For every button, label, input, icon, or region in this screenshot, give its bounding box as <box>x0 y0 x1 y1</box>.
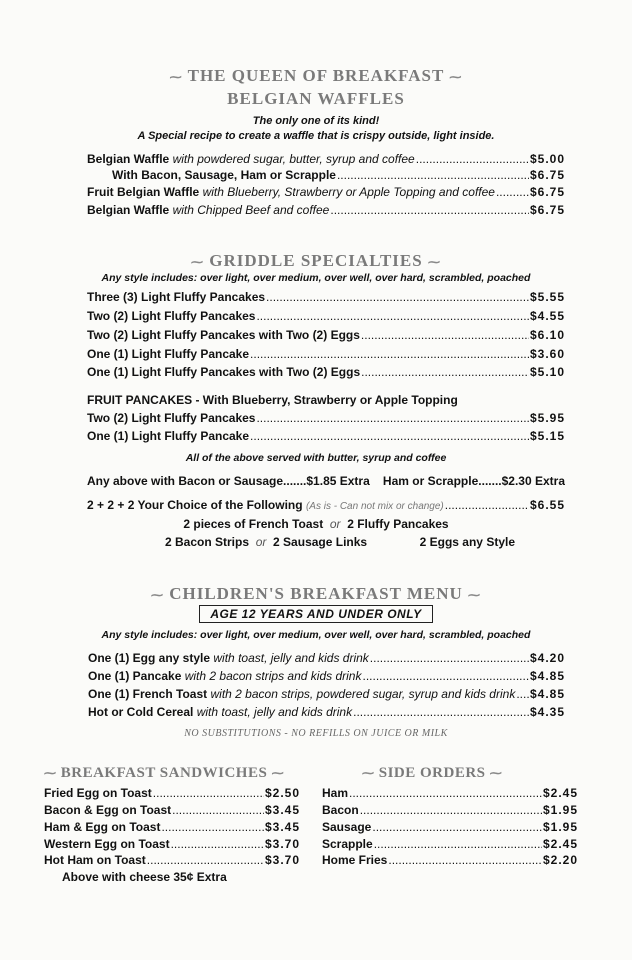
price: $3.45 <box>264 820 300 834</box>
menu-item: Two (2) Light Fluffy Pancakes with Two (2) Eggs ..... $6.10 <box>87 328 565 342</box>
menu-item: One (1) Pancake with 2 bacon strips and kids drink ..... $4.85 <box>88 669 565 683</box>
menu-item: One (1) French Toast with 2 bacon strips, powdered sugar, syrup and kids drink ..... $4.85 <box>88 687 565 701</box>
price: $5.10 <box>529 365 565 379</box>
price: $3.70 <box>264 853 300 867</box>
menu-item: One (1) Light Fluffy Pancake ..... $3.60 <box>87 347 565 361</box>
fruit-pancakes-heading: FRUIT PANCAKES - With Blueberry, Strawberry or Apple Topping <box>87 393 458 407</box>
menu-item: Western Egg on Toast ..... $3.70 <box>44 837 300 851</box>
price: $4.85 <box>529 669 565 683</box>
menu-item: Bacon ..... $1.95 <box>322 803 578 817</box>
swirl-left-icon: ⁓ <box>44 766 57 780</box>
children-styles: Any style includes: over light, over medium, over well, over hard, scrambled, poached <box>101 629 531 641</box>
price: $5.15 <box>529 429 565 443</box>
menu-item: Belgian Waffle with powdered sugar, butter, syrup and coffee ..... $5.00 <box>87 152 565 166</box>
menu-item: Sausage ..... $1.95 <box>322 820 578 834</box>
menu-item: One (1) Light Fluffy Pancake ..... $5.15 <box>87 429 565 443</box>
price: $2.45 <box>542 786 578 800</box>
children-title: ⁓ CHILDREN'S BREAKFAST MENU ⁓ <box>150 584 482 603</box>
menu-item: Hot Ham on Toast ..... $3.70 <box>44 853 300 867</box>
cheese-note: Above with cheese 35¢ Extra <box>62 870 227 884</box>
griddle-title: ⁓ GRIDDLE SPECIALTIES ⁓ <box>191 251 441 270</box>
price: $2.45 <box>542 837 578 851</box>
swirl-right-icon: ⁓ <box>489 766 503 780</box>
swirl-left-icon: ⁓ <box>150 588 164 602</box>
price: $3.70 <box>264 837 300 851</box>
griddle-styles: Any style includes: over light, over medium, over well, over hard, scrambled, poached <box>101 272 531 284</box>
price: $6.75 <box>529 203 565 217</box>
price: $2.50 <box>264 786 300 800</box>
price: $1.95 <box>542 803 578 817</box>
no-substitutions-note: NO SUBSTITUTIONS - NO REFILLS ON JUICE OR MILK <box>184 728 448 739</box>
age-restriction <box>0 605 632 623</box>
price: $5.55 <box>529 290 565 304</box>
combo-choice-line-1: 2 pieces of French Toast or 2 Fluffy Pancakes <box>183 517 449 531</box>
menu-item: One (1) Egg any style with toast, jelly and kids drink ..... $4.20 <box>88 651 565 665</box>
price: $6.55 <box>529 498 565 512</box>
sandwiches-title: ⁓ BREAKFAST SANDWICHES ⁓ <box>44 765 285 781</box>
price: $3.45 <box>264 803 300 817</box>
queen-title: ⁓ THE QUEEN OF BREAKFAST ⁓ <box>169 66 463 85</box>
menu-item: Home Fries ..... $2.20 <box>322 853 578 867</box>
swirl-right-icon: ⁓ <box>271 766 285 780</box>
menu-item: Ham ..... $2.45 <box>322 786 578 800</box>
menu-item: Two (2) Light Fluffy Pancakes ..... $5.95 <box>87 411 565 425</box>
price: $5.00 <box>529 152 565 166</box>
menu-item: Hot or Cold Cereal with toast, jelly and kids drink ..... $4.35 <box>88 705 565 719</box>
combo-choice-line-2: 2 Bacon Strips or 2 Sausage Links 2 Eggs any Style <box>165 535 515 549</box>
menu-item: Three (3) Light Fluffy Pancakes ..... $5.55 <box>87 290 565 304</box>
queen-tagline-2: A Special recipe to create a waffle that is crispy outside, light inside. <box>137 130 495 142</box>
price: $3.60 <box>529 347 565 361</box>
menu-item: Fried Egg on Toast ..... $2.50 <box>44 786 300 800</box>
price: $6.10 <box>529 328 565 342</box>
price: $6.75 <box>529 185 565 199</box>
queen-subtitle: BELGIAN WAFFLES <box>227 89 405 108</box>
swirl-left-icon: ⁓ <box>191 255 204 269</box>
combo-item: 2 + 2 + 2 Your Choice of the Following (As is - Can not mix or change) ..... $6.55 <box>87 498 565 512</box>
swirl-right-icon: ⁓ <box>468 588 482 602</box>
menu-item: Bacon & Egg on Toast ..... $3.45 <box>44 803 300 817</box>
swirl-right-icon: ⁓ <box>427 255 441 269</box>
extras-line: Any above with Bacon or Sausage.......$1.85 Extra Ham or Scrapple.......$2.30 Extra <box>87 474 565 488</box>
price: $1.95 <box>542 820 578 834</box>
price: $4.20 <box>529 651 565 665</box>
price: $4.85 <box>529 687 565 701</box>
price: $4.35 <box>529 705 565 719</box>
queen-tagline-1: The only one of its kind! <box>252 115 380 127</box>
menu-item: Ham & Egg on Toast ..... $3.45 <box>44 820 300 834</box>
menu-item: Scrapple ..... $2.45 <box>322 837 578 851</box>
swirl-left-icon: ⁓ <box>362 766 375 780</box>
menu-item: With Bacon, Sausage, Ham or Scrapple ..... $6.75 <box>112 168 565 182</box>
sides-title: ⁓ SIDE ORDERS ⁓ <box>362 765 503 781</box>
swirl-left-icon: ⁓ <box>169 70 183 84</box>
served-note: All of the above served with butter, syrup and coffee <box>185 452 447 464</box>
swirl-right-icon: ⁓ <box>449 70 463 84</box>
menu-item: Fruit Belgian Waffle with Blueberry, Strawberry or Apple Topping and coffee ..... $6.75 <box>87 185 565 199</box>
menu-item: Belgian Waffle with Chipped Beef and coffee ..... $6.75 <box>87 203 565 217</box>
menu-item: One (1) Light Fluffy Pancakes with Two (2) Eggs ..... $5.10 <box>87 365 565 379</box>
menu-item: Two (2) Light Fluffy Pancakes ..... $4.55 <box>87 309 565 323</box>
price: $2.20 <box>542 853 578 867</box>
age-box: AGE 12 YEARS AND UNDER ONLY <box>199 605 432 623</box>
price: $5.95 <box>529 411 565 425</box>
price: $4.55 <box>529 309 565 323</box>
price: $6.75 <box>529 168 565 182</box>
